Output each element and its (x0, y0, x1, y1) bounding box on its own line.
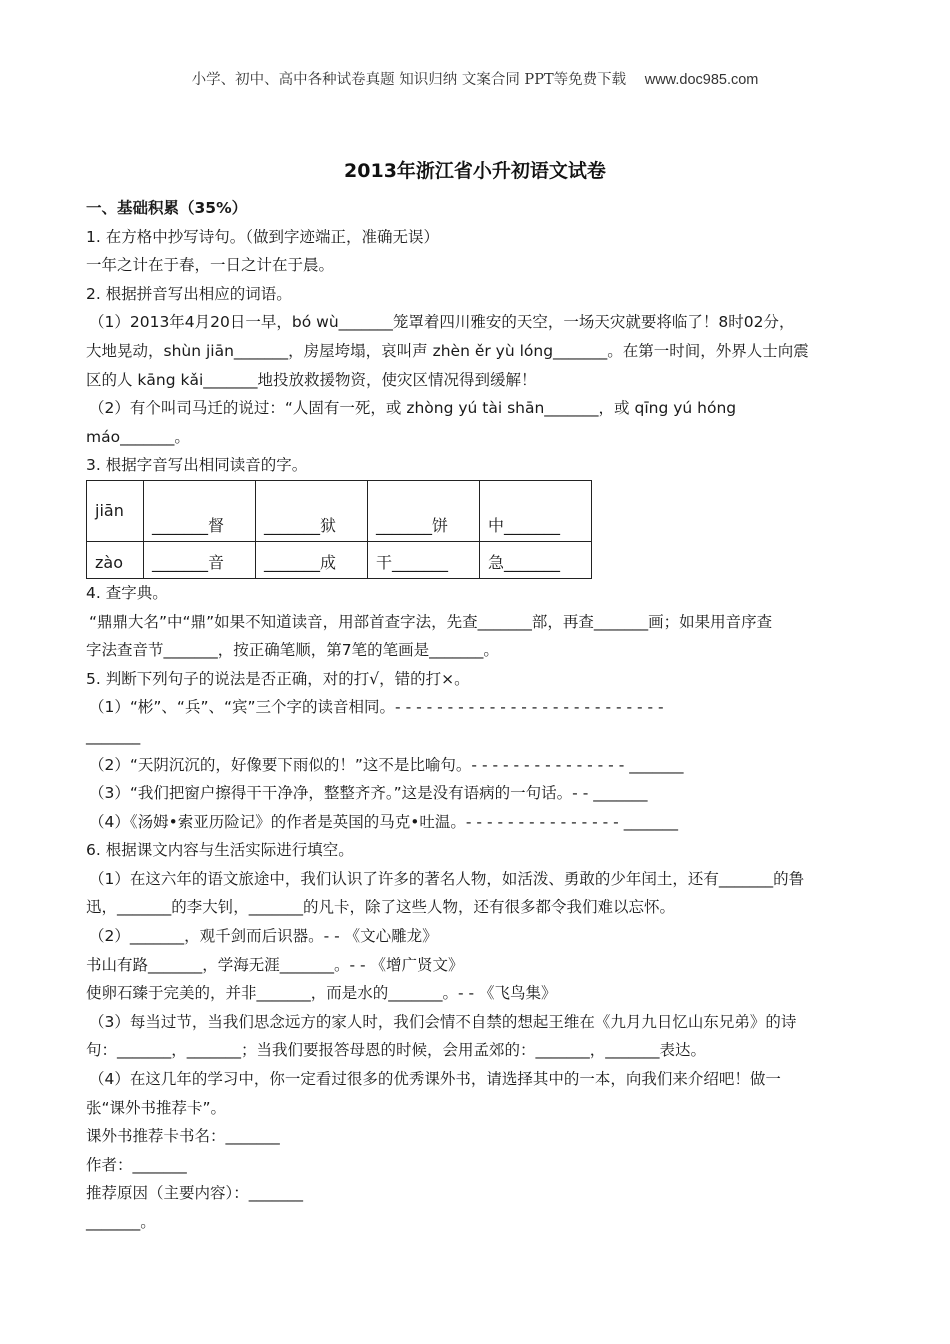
section-heading: 一、基础积累（35%） (86, 199, 248, 217)
question-3: 3. 根据字音写出相同读音的字。 (86, 456, 308, 475)
question-6-3-line-a: （3）每当过节，当我们思念远方的家人时，我们会情不自禁的想起王维在《九月九日忆山东兄弟》的诗 (89, 1012, 797, 1031)
table-cell: _______饼 (368, 480, 480, 541)
question-4-line-a: “鼎鼎大名”中“鼎”如果不知道读音，用部首查字法，先查_______部，再查_______画；如果用音序查 (89, 612, 773, 631)
question-1-poem: 一年之计在于春，一日之计在于晨。 (86, 256, 335, 275)
card-book-name: 课外书推荐卡书名：_______ (86, 1127, 280, 1146)
question-6-1-line-a: （1）在这六年的语文旅途中，我们认识了许多的著名人物，如活泼、勇敢的少年闰土，还有_______的鲁 (89, 869, 805, 888)
table-cell: _______狱 (256, 480, 368, 541)
question-5-1-answer: _______ (86, 726, 141, 745)
question-6-4-line-a: （4）在这几年的学习中，你一定看过很多的优秀课外书，请选择其中的一本，向我们来介绍吧！做一 (89, 1070, 781, 1089)
question-5-4: （4）《汤姆•索亚历险记》的作者是英国的马克•吐温。- - - - - - - - - - - - - - - _______ (89, 812, 678, 831)
question-6-2-line-b: 书山有路_______，学海无涯_______。- - 《增广贤文》 (86, 955, 464, 974)
page-title: 2013年浙江省小升初语文试卷 (344, 160, 606, 182)
header-text: 小学、初中、高中各种试卷真题 知识归纳 文案合同 PPT等免费下载 (191, 72, 627, 88)
exam-content (86, 194, 864, 1237)
question-2-2-line-b: máo_______。 (86, 427, 190, 446)
card-reason: 推荐原因（主要内容）：_______ (86, 1184, 304, 1203)
question-6-2-line-a: （2）_______，观千剑而后识器。- - 《文心雕龙》 (89, 927, 438, 946)
question-6: 6. 根据课文内容与生活实际进行填空。 (86, 841, 354, 860)
card-end: _______。 (86, 1213, 156, 1231)
question-2-2-line-a: （2）有个叫司马迁的说过：“人固有一死，或 zhòng yú tài shān_______，或 qīng yú hóng (89, 399, 737, 418)
question-6-1-line-b: 迅，_______的李大钊，_______的凡卡，除了这些人物，还有很多都令我们难以忘怀。 (86, 898, 676, 917)
question-4-line-b: 字法查音节_______，按正确笔顺，第7笔的笔画是_______。 (86, 641, 499, 660)
page-header (0, 68, 950, 89)
question-2-1-line-b: 大地晃动，shùn jiān_______，房屋垮塌，哀叫声 zhèn ěr yù lóng_______。在第一时间，外界人士向震 (86, 341, 809, 360)
table-cell: 干_______ (368, 541, 480, 578)
header-url: www.doc985.com (644, 72, 759, 88)
table-cell: _______成 (256, 541, 368, 578)
question-2-1-line-c: 区的人 kāng kǎi_______地投放救援物资，使灾区情况得到缓解！ (86, 370, 537, 389)
question-6-3-line-b: 句：_______，_______；当我们要报答母恩的时候，会用孟郊的：_______，_______表达。 (86, 1041, 707, 1060)
question-5: 5. 判断下列句子的说法是否正确，对的打√，错的打×。 (86, 669, 470, 688)
table-row (87, 480, 592, 541)
question-5-1: （1）“彬”、“兵”、“宾”三个字的读音相同。- - - - - - - - - - - - - - - - - - - - - - - - - - (89, 698, 664, 717)
table-cell: 急_______ (480, 541, 592, 578)
table-cell: jiān (87, 480, 144, 541)
question-6-2-line-c: 使卵石臻于完美的，并非_______，而是水的_______。- - 《飞鸟集》 (86, 984, 557, 1003)
question-5-2: （2）“天阴沉沉的，好像要下雨似的！”这不是比喻句。- - - - - - - - - - - - - - - _______ (89, 755, 684, 774)
question-2-1-line-a: （1）2013年4月20日一早，bó wù_______笼罩着四川雅安的天空，一场天灾就要将临了！8时02分， (89, 313, 795, 332)
question-4: 4. 查字典。 (86, 583, 168, 602)
card-author: 作者：_______ (86, 1155, 187, 1174)
table-cell: _______音 (144, 541, 256, 578)
question-1: 1. 在方格中抄写诗句。（做到字迹端正，准确无误） (86, 227, 439, 246)
table-cell: zào (87, 541, 144, 578)
table-cell: 中_______ (480, 480, 592, 541)
question-6-4-line-b: 张“课外书推荐卡”。 (86, 1098, 227, 1117)
question-5-3: （3）“我们把窗户擦得干干净净，整整齐齐。”这是没有语病的一句话。- - _______ (89, 784, 648, 803)
pronunciation-table (86, 480, 592, 579)
question-2: 2. 根据拼音写出相应的词语。 (86, 284, 292, 303)
table-row (87, 541, 592, 578)
table-cell: _______督 (144, 480, 256, 541)
